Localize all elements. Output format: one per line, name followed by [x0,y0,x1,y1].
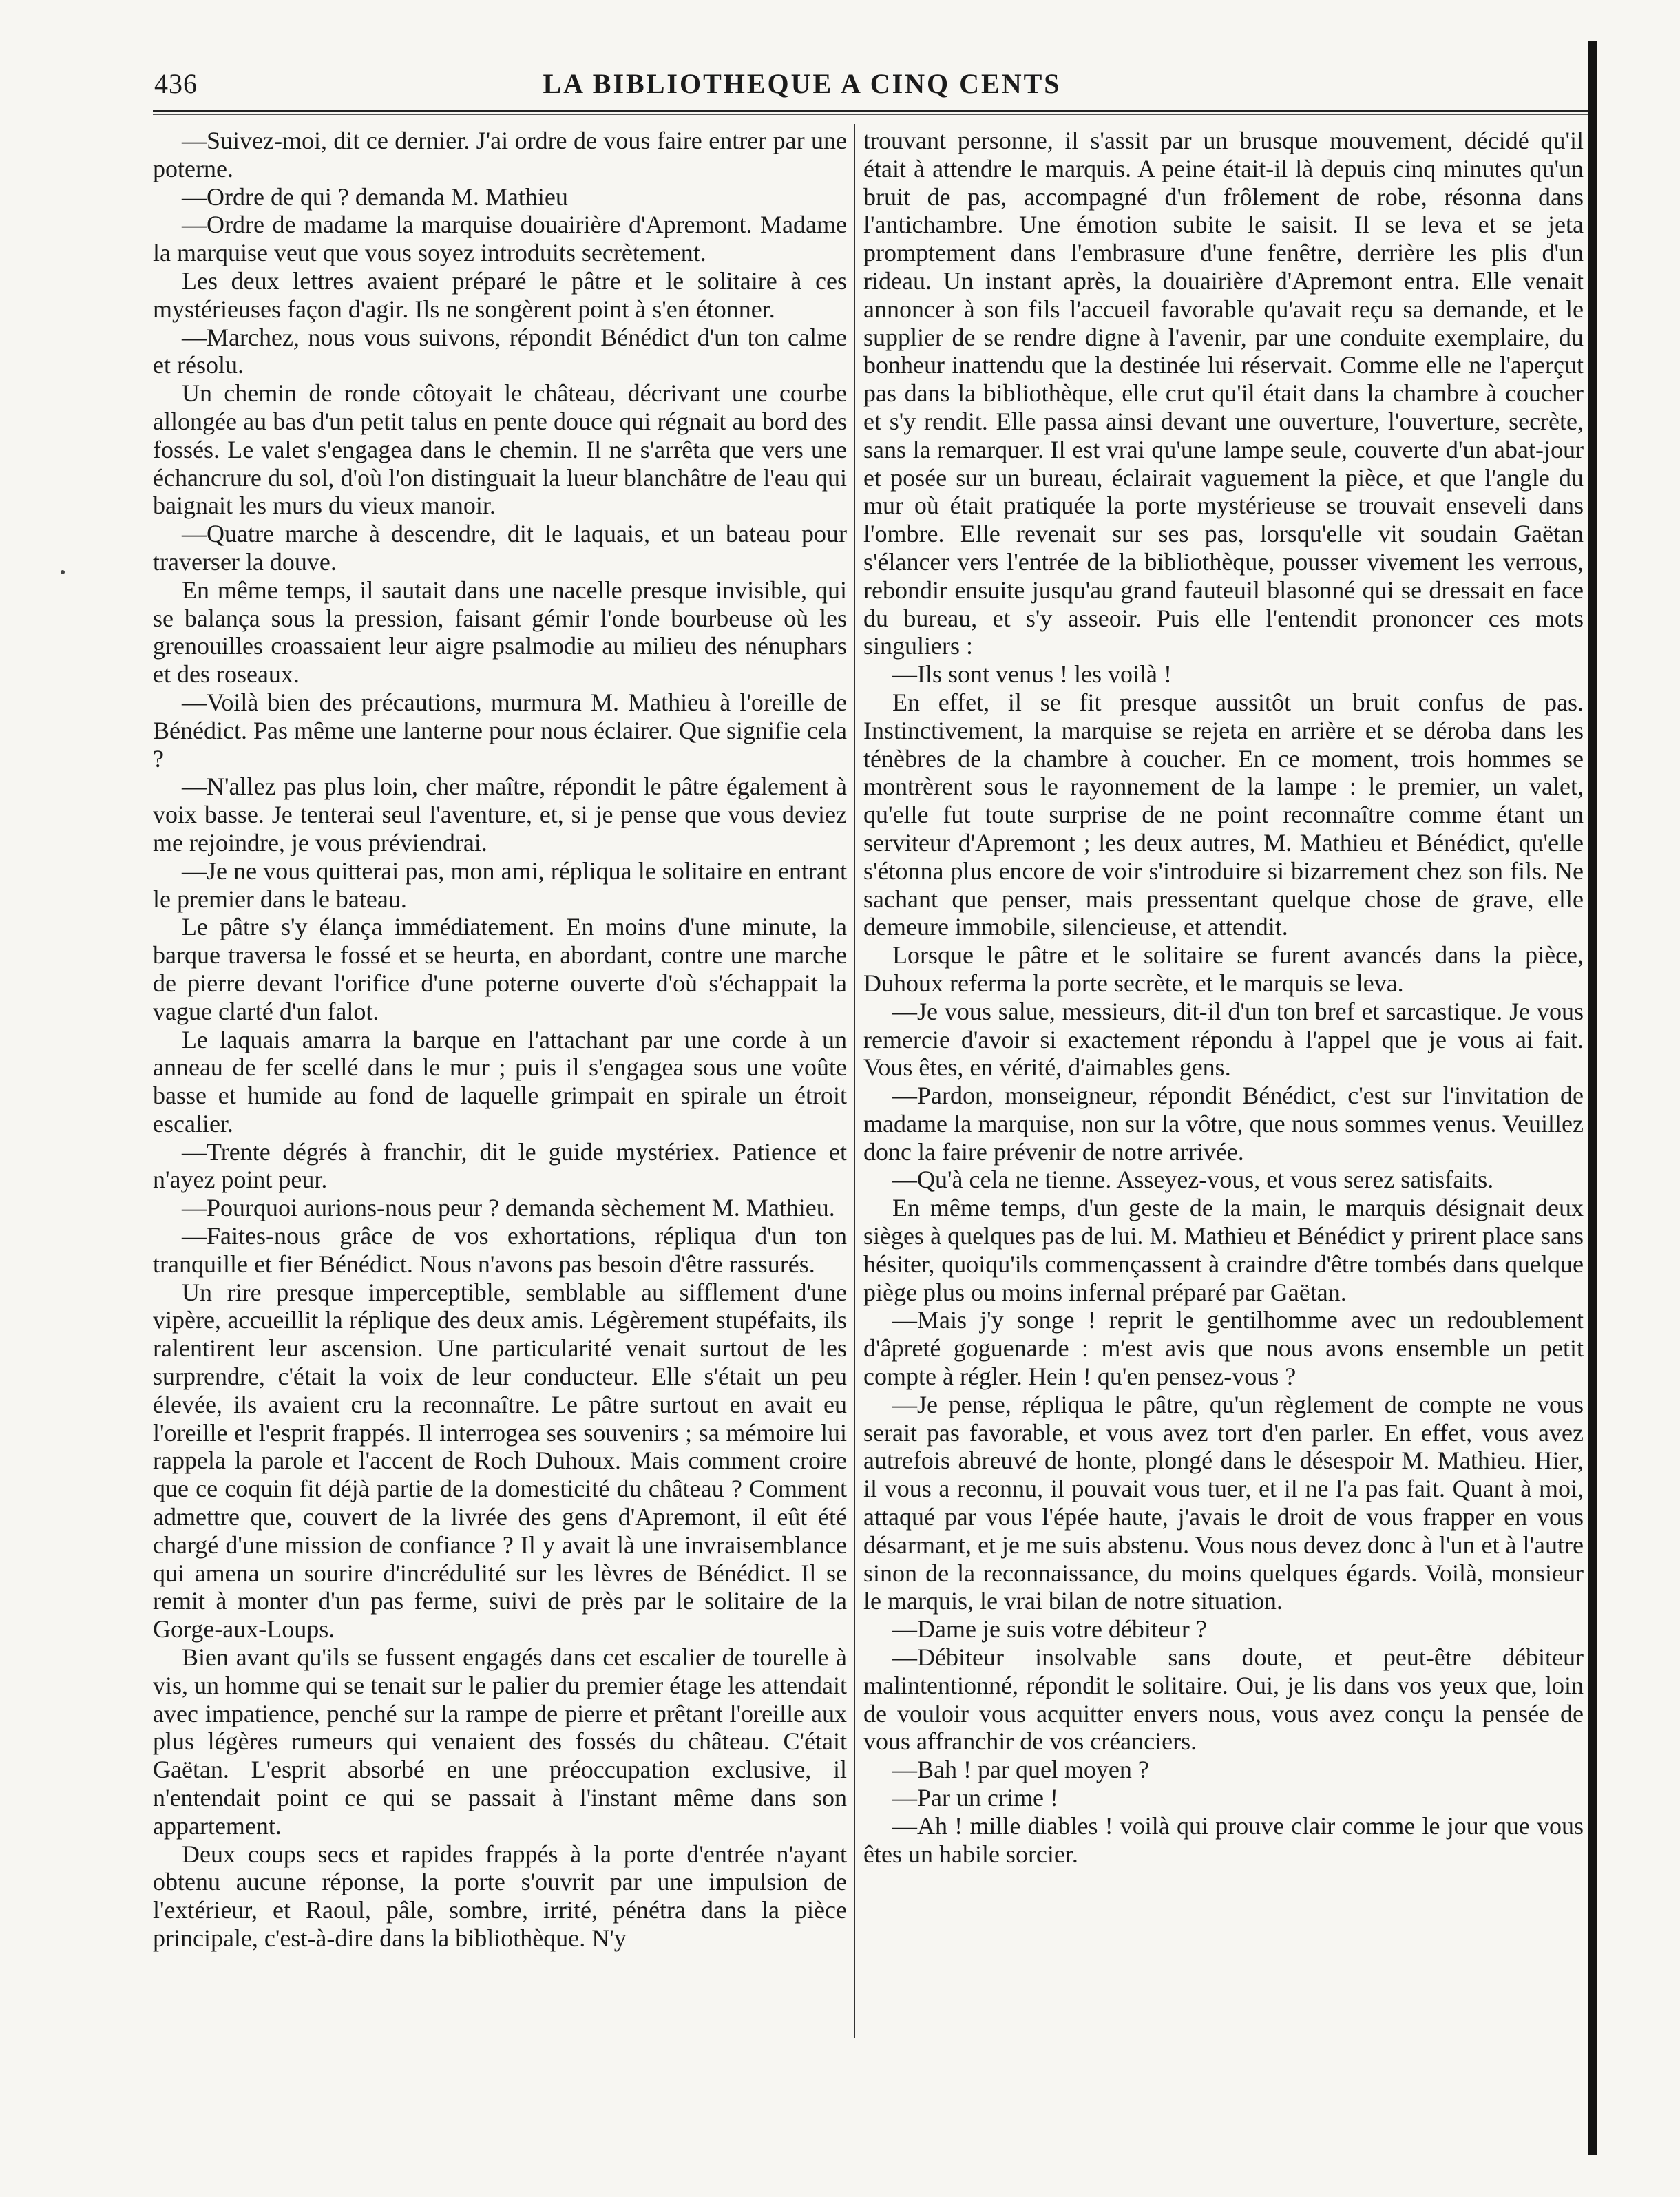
paragraph: —Qu'à cela ne tienne. Asseyez-vous, et vous serez satisfaits. [892,1166,1494,1194]
paragraph: Le pâtre s'y élança immédiatement. En moins d'une minute, la barque traversa le fossé et se heurta, en abordant, contre une marche de pierre devant l'orifice d'une poterne ouverte d'où s'échappait la vague clarté d'un falot. [153,913,847,1025]
paragraph: Lorsque le pâtre et le solitaire se furent avancés dans la pièce, Duhoux referma la porte secrète, et le marquis se leva. [863,941,1584,997]
paragraph: Le laquais amarra la barque en l'attachant par une corde à un anneau de fer scellé dans le mur ; puis il s'engagea sous une voûte basse et humide au fond de laquelle grimpait en spirale un étroit escalier. [153,1025,847,1137]
paragraph: —Pourquoi aurions-nous peur ? demanda sèchement M. Mathieu. [182,1194,835,1222]
paragraph: —Je vous salue, messieurs, dit-il d'un ton bref et sarcastique. Je vous remercie d'avoir si exactement répondu à l'appel que je vous ai fait. Vous êtes, en vérité, d'aimables gens. [863,997,1584,1082]
paragraph: —Mais j'y songe ! reprit le gentilhomme avec un redoublement d'âpreté goguenarde : m'est avis que nous avons ensemble un petit compte à régler. Hein ! qu'en pensez-vous ? [863,1306,1584,1391]
paragraph: —Quatre marche à descendre, dit le laquais, et un bateau pour traverser la douve. [153,520,847,576]
page-edge-bar [1588,41,1597,2155]
paragraph: Un rire presque imperceptible, semblable au sifflement d'une vipère, accueillit la réplique des deux amis. Légèrement stupéfaits, ils ralentirent leur ascension. Une particularité venait surtout de les surprendre, c'était la voix de leur conducteur. Elle s'était un peu élevée, ils avaient cru la reconnaître. Le pâtre surtout en avait eu l'oreille et l'esprit frappés. Il interrogea ses souvenirs ; sa mémoire lui rappela la parole et l'accent de Roch Duhoux. Mais comment croire que ce coquin fit déjà partie de la domesticité du château ? Comment admettre que, couvert de la livrée des gens d'Apremont, il eût été chargé d'une mission de confiance ? Il y avait là une invraisemblance qui amena un sourire d'incrédulité sur les lèvres de Bénédict. Il se remit à monter d'un pas ferme, suivi de près par le solitaire de la Gorge-aux-Loups. [153,1278,847,1643]
paragraph: Un chemin de ronde côtoyait le château, décrivant une courbe allongée au bas d'un petit talus en pente douce qui régnait au bord des fossés. Le valet s'engagea dans le chemin. Il ne s'arrêta que vers une échancrure du sol, d'où l'on distinguait la lueur blanchâtre de l'eau qui baignait les murs du vieux manoir. [153,379,847,520]
left-column [153,127,847,1953]
paragraph: En même temps, d'un geste de la main, le marquis désignait deux sièges à quelques pas de lui. M. Mathieu et Bénédict y prirent place sans hésiter, quoiqu'ils commençassent à craindre d'être tombés dans quelque piège plus ou moins infernal préparé par Gaëtan. [863,1194,1584,1306]
paragraph: Bien avant qu'ils se fussent engagés dans cet escalier de tourelle à vis, un homme qui se tenait sur le palier du premier étage les attendait avec impatience, penché sur la rampe de pierre et prêtant l'oreille aux plus légères rumeurs qui venaient des fossés du château. C'était Gaëtan. L'esprit absorbé en une préoccupation exclusive, il n'entendait point ce qui se passait à l'instant même dans son appartement. [153,1643,847,1840]
paragraph: trouvant personne, il s'assit par un brusque mouvement, décidé qu'il était à attendre le marquis. A peine était-il là depuis cinq minutes qu'un bruit de pas, accompagné d'un frôlement de robe, résonna dans l'antichambre. Une émotion subite le saisit. Il se leva et se jeta promptement dans l'embrasure d'une fenêtre, derrière les plis d'un rideau. Un instant après, la douairière d'Apremont entra. Elle venait annoncer à son fils l'accueil favorable qu'avait reçu sa demande, et le supplier de se rendre digne à l'avenir, par une conduite exemplaire, du bonheur inattendu que la destinée lui réservait. Comme elle ne l'aperçut pas dans la bibliothèque, elle crut qu'il était dans la chambre à coucher et s'y rendit. Elle passa ainsi devant une ouverture, l'ouverture, secrète, sans la remarquer. Il est vrai qu'une lampe seule, couverte d'un abat-jour et posée sur un bureau, éclairait vaguement la pièce, et que l'angle du mur où était pratiquée la porte mystérieuse se trouvait enseveli dans l'ombre. Elle revenait sur ses pas, lorsqu'elle vit soudain Gaëtan s'élancer vers l'entrée de la bibliothèque, pousser vivement les verrous, rebondir ensuite jusqu'au grand fauteuil blasonné qui se dressait en face du bureau, et s'y asseoir. Puis elle l'entendit prononcer ces mots singuliers : [863,127,1584,660]
ink-speck [61,570,65,574]
paragraph: —Marchez, nous vous suivons, répondit Bénédict d'un ton calme et résolu. [153,323,847,379]
paragraph: —Ils sont venus ! les voilà ! [892,660,1172,688]
paragraph: —Dame je suis votre débiteur ? [892,1615,1207,1643]
paragraph: —Trente dégrés à franchir, dit le guide mystériex. Patience et n'ayez point peur. [153,1137,847,1194]
paragraph: En même temps, il sautait dans une nacelle presque invisible, qui se balança sous la pression, faisant gémir l'onde bourbeuse où les grenouilles croassaient leur aigre psalmodie au milieu des nénuphars et des roseaux. [153,576,847,688]
paragraph: —Ordre de qui ? demanda M. Mathieu [182,182,568,211]
header-rule [153,110,1588,115]
paragraph: —Je ne vous quitterai pas, mon ami, répliqua le solitaire en entrant le premier dans le bateau. [153,856,847,913]
paragraph: —Ordre de madame la marquise douairière d'Apremont. Madame la marquise veut que vous soyez introduits secrètement. [153,211,847,267]
paragraph: —Ah ! mille diables ! voilà qui prouve clair comme le jour que vous êtes un habile sorcier. [863,1811,1584,1868]
paragraph: En effet, il se fit presque aussitôt un bruit confus de pas. Instinctivement, la marquise se rejeta en arrière et se déroba dans les ténèbres de la chambre à coucher. En ce moment, trois hommes se montrèrent sous le rayonnement de la lampe : le premier, un valet, qu'elle fut toute surprise de ne point reconnaître comme étant un serviteur d'Apremont ; les deux autres, M. Mathieu et Bénédict, qu'elle s'étonna plus encore de voir s'introduire si bizarrement chez son fils. Ne sachant que penser, mais pressentant quelque chose de grave, elle demeure immobile, silencieuse, et attendit. [863,688,1584,941]
column-separator [854,124,855,2038]
paragraph: —Voilà bien des précautions, murmura M. Mathieu à l'oreille de Bénédict. Pas même une lanterne pour nous éclairer. Que signifie cela ? [153,688,847,772]
paragraph: —Par un crime ! [892,1784,1058,1812]
paragraph: —Je pense, répliqua le pâtre, qu'un règlement de compte ne vous serait pas favorable, et vous avez tort d'en parler. En effet, vous avez autrefois abreuvé de honte, plongé dans le désespoir M. Mathieu. Hier, il vous a reconnu, il pouvait vous tuer, et il ne l'a pas fait. Quant à moi, attaqué par vous l'épée haute, j'avais le droit de vous frapper en vous désarmant, et je me suis abstenu. Vous nous devez donc à l'un et à l'autre sinon de la reconnaissance, du moins quelques égards. Voilà, monsieur le marquis, le vrai bilan de notre situation. [863,1390,1584,1615]
paragraph: —Faites-nous grâce de vos exhortations, répliqua d'un ton tranquille et fier Bénédict. Nous n'avons pas besoin d'être rassurés. [153,1222,847,1278]
paragraph: —N'allez pas plus loin, cher maître, répondit le pâtre également à voix basse. Je tenterai seul l'aventure, et, si je pense que vous deviez me rejoindre, je vous préviendrai. [153,772,847,856]
page-number: 436 [154,68,198,99]
running-title: LA BIBLIOTHEQUE A CINQ CENTS [543,68,1062,99]
right-column [863,127,1584,1868]
paragraph: Deux coups secs et rapides frappés à la porte d'entrée n'ayant obtenu aucune réponse, la porte s'ouvrit par une impulsion de l'extérieur, et Raoul, pâle, sombre, irrité, pénétra dans la pièce principale, c'est-à-dire dans la bibliothèque. N'y [153,1840,847,1952]
paragraph: Les deux lettres avaient préparé le pâtre et le solitaire à ces mystérieuses façon d'agir. Ils ne songèrent point à s'en étonner. [153,266,847,323]
paragraph: —Suivez-moi, dit ce dernier. J'ai ordre de vous faire entrer par une poterne. [153,127,847,182]
paragraph: —Débiteur insolvable sans doute, et peut-être débiteur malintentionné, répondit le solitaire. Oui, je lis dans vos yeux que, loin de vouloir vous acquitter envers nous, vous avez conçu la pensée de vous affranchir de vos créanciers. [863,1643,1584,1756]
paragraph: —Pardon, monseigneur, répondit Bénédict, c'est sur l'invitation de madame la marquise, non sur la vôtre, que nous sommes venus. Veuillez donc la faire prévenir de notre arrivée. [863,1082,1584,1166]
page-header [138,66,1556,102]
paragraph: —Bah ! par quel moyen ? [892,1756,1149,1784]
